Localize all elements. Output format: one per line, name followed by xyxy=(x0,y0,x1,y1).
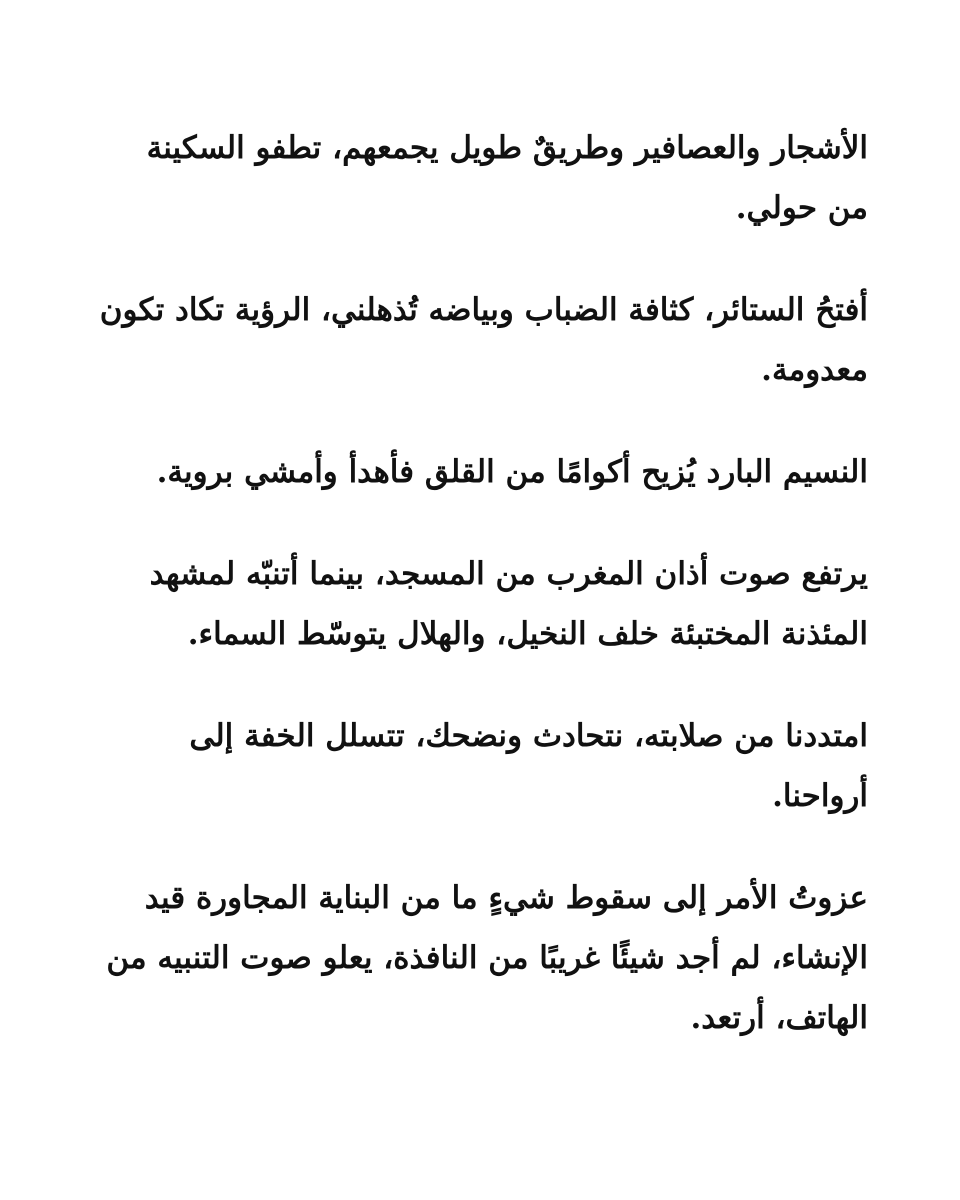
paragraph-5: امتددنا من صلابته، نتحادث ونضحك، تتسلل الخفة إلى أرواحنا. xyxy=(189,718,868,814)
paragraph-2: أفتحُ الستائر، كثافة الضباب وبياضه تُذهلني، الرؤية تكاد تكون معدومة. xyxy=(99,292,868,388)
paragraph-6: عزوتُ الأمر إلى سقوط شيءٍ ما من البناية المجاورة قيد الإنشاء، لم أجد شيئًا غريبًا من النافذة، يعلو صوت التنبيه من الهاتف، أرتعد. xyxy=(106,880,868,1036)
paragraph-4: يرتفع صوت أذان المغرب من المسجد، بينما أتنبّه لمشهد المئذنة المختبئة خلف النخيل، والهلال يتوسّط السماء. xyxy=(149,556,868,652)
paragraph-3: النسيم البارد يُزيح أكوامًا من القلق فأهدأ وأمشي بروية. xyxy=(156,454,868,490)
paragraph-1: الأشجار والعصافير وطريقٌ طويل يجمعهم، تطفو السكينة من حولي. xyxy=(146,130,868,226)
text-document xyxy=(96,118,868,1090)
